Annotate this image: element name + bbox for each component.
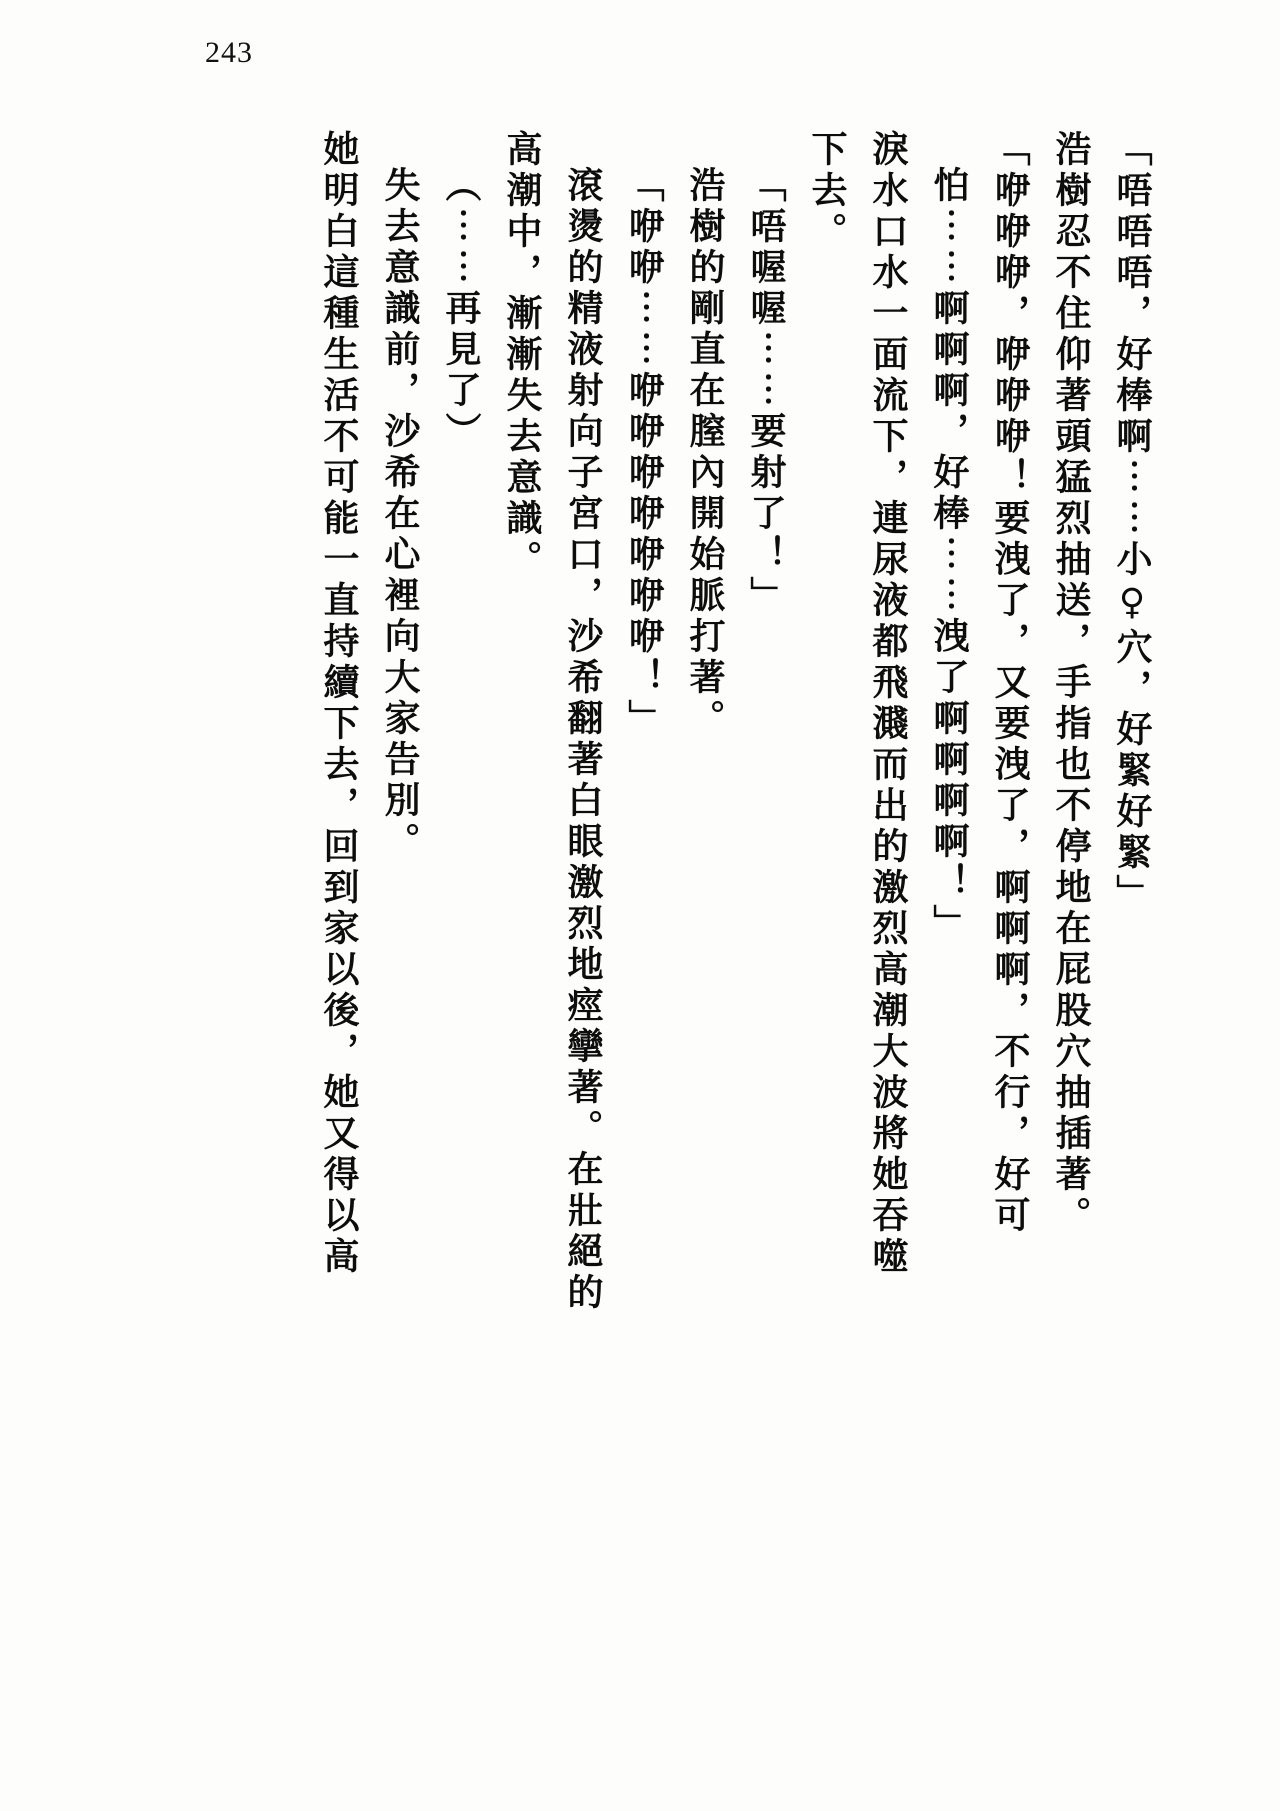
text-column: 浩樹忍不住仰著頭猛烈抽送，手指也不停地在屁股穴抽插著。: [1050, 130, 1092, 1237]
text-column: （⋯⋯再見了）: [440, 166, 482, 453]
text-column: 「咿咿⋯⋯咿咿咿咿咿咿咿！」: [623, 166, 665, 740]
vertical-text-body: [150, 130, 1153, 1420]
page-number: 243: [205, 36, 253, 69]
text-column: 高潮中，漸漸失去意識。: [501, 130, 543, 581]
text-column: 怕⋯⋯啊啊啊，好棒⋯⋯洩了啊啊啊啊！」: [928, 166, 970, 945]
text-column: 「唔喔喔⋯⋯要射了！」: [745, 166, 787, 617]
text-column: 「唔唔唔，好棒啊⋯⋯小♀穴，好緊好緊」: [1111, 130, 1153, 915]
text-column: 失去意識前，沙希在心裡向大家告別。: [379, 166, 421, 863]
text-column: 她明白這種生活不可能一直持續下去，回到家以後，她又得以高: [318, 130, 360, 1278]
text-column: 「咿咿咿，咿咿咿！要洩了，又要洩了，啊啊啊，不行，好可: [989, 130, 1031, 1237]
text-column: 滾燙的精液射向子宮口，沙希翻著白眼激烈地痙攣著。在壯絕的: [562, 166, 604, 1314]
text-column: 下去。: [806, 130, 848, 253]
text-column: 淚水口水一面流下，連尿液都飛濺而出的激烈高潮大波將她吞噬: [867, 130, 909, 1278]
text-column: 浩樹的剛直在膣內開始脈打著。: [684, 166, 726, 740]
